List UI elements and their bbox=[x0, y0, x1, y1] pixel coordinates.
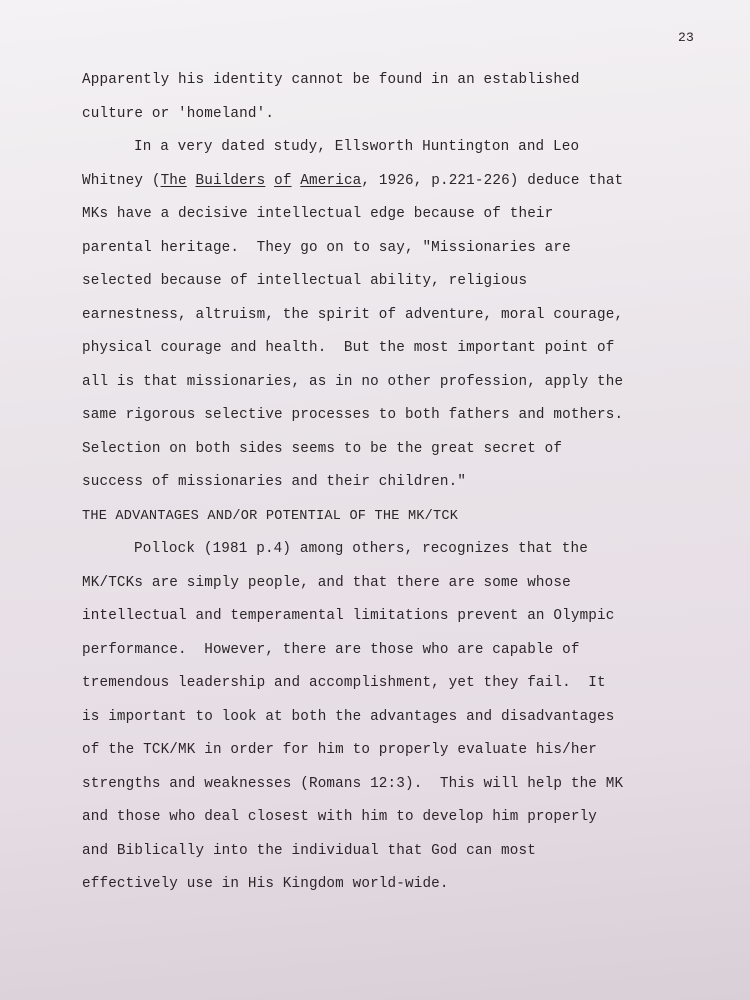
document-body bbox=[82, 64, 722, 902]
book-title-word: America bbox=[300, 172, 362, 189]
text-line: effectively use in His Kingdom world-wide. bbox=[82, 876, 449, 892]
book-title-word: of bbox=[274, 172, 292, 189]
text-line: MK/TCKs are simply people, and that there are some whose bbox=[82, 574, 571, 591]
text-line: parental heritage. They go on to say, "Missionaries are bbox=[82, 239, 571, 256]
text-line: Apparently his identity cannot be found in an established bbox=[82, 72, 580, 88]
text-line: selected because of intellectual ability, religious bbox=[82, 273, 528, 289]
citation-line bbox=[82, 165, 722, 199]
text-line: performance. However, there are those who are capable of bbox=[82, 641, 580, 658]
text-line: physical courage and health. But the most important point of bbox=[82, 340, 615, 356]
text-line: same rigorous selective processes to both fathers and mothers. bbox=[82, 407, 624, 423]
text-line: and those who deal closest with him to develop him properly bbox=[82, 809, 598, 825]
text-fragment: Whitney ( bbox=[82, 172, 161, 189]
text-line: In a very dated study, Ellsworth Huntington and Leo bbox=[134, 139, 580, 155]
text-line: strengths and weaknesses (Romans 12:3). This will help the MK bbox=[82, 775, 624, 792]
text-line: of the TCK/MK in order for him to properly evaluate his/her bbox=[82, 742, 598, 758]
page-number: 23 bbox=[678, 30, 695, 45]
text-line: MKs have a decisive intellectual edge because of their bbox=[82, 206, 554, 222]
paragraph-1 bbox=[82, 64, 722, 131]
paragraph-3 bbox=[82, 533, 722, 902]
paragraph-2 bbox=[82, 131, 722, 500]
text-line: and Biblically into the individual that God can most bbox=[82, 842, 536, 859]
text-line: earnestness, altruism, the spirit of adventure, moral courage, bbox=[82, 306, 624, 323]
text-line: success of missionaries and their children." bbox=[82, 474, 467, 490]
book-title-word: The bbox=[160, 172, 187, 189]
book-title-word: Builders bbox=[195, 172, 266, 189]
text-line: culture or 'homeland'. bbox=[82, 105, 275, 122]
text-line: all is that missionaries, as in no other profession, apply the bbox=[82, 373, 624, 390]
text-fragment: , 1926, p.221-226) deduce that bbox=[361, 172, 624, 189]
text-line: Selection on both sides seems to be the great secret of bbox=[82, 440, 563, 457]
text-line: is important to look at both the advantages and disadvantages bbox=[82, 708, 615, 725]
text-line: tremendous leadership and accomplishment, yet they fail. It bbox=[82, 675, 606, 691]
section-heading: THE ADVANTAGES AND/OR POTENTIAL OF THE MK/TCK bbox=[82, 508, 459, 524]
text-line: Pollock (1981 p.4) among others, recognizes that the bbox=[134, 541, 588, 557]
text-line: intellectual and temperamental limitations prevent an Olympic bbox=[82, 608, 615, 624]
